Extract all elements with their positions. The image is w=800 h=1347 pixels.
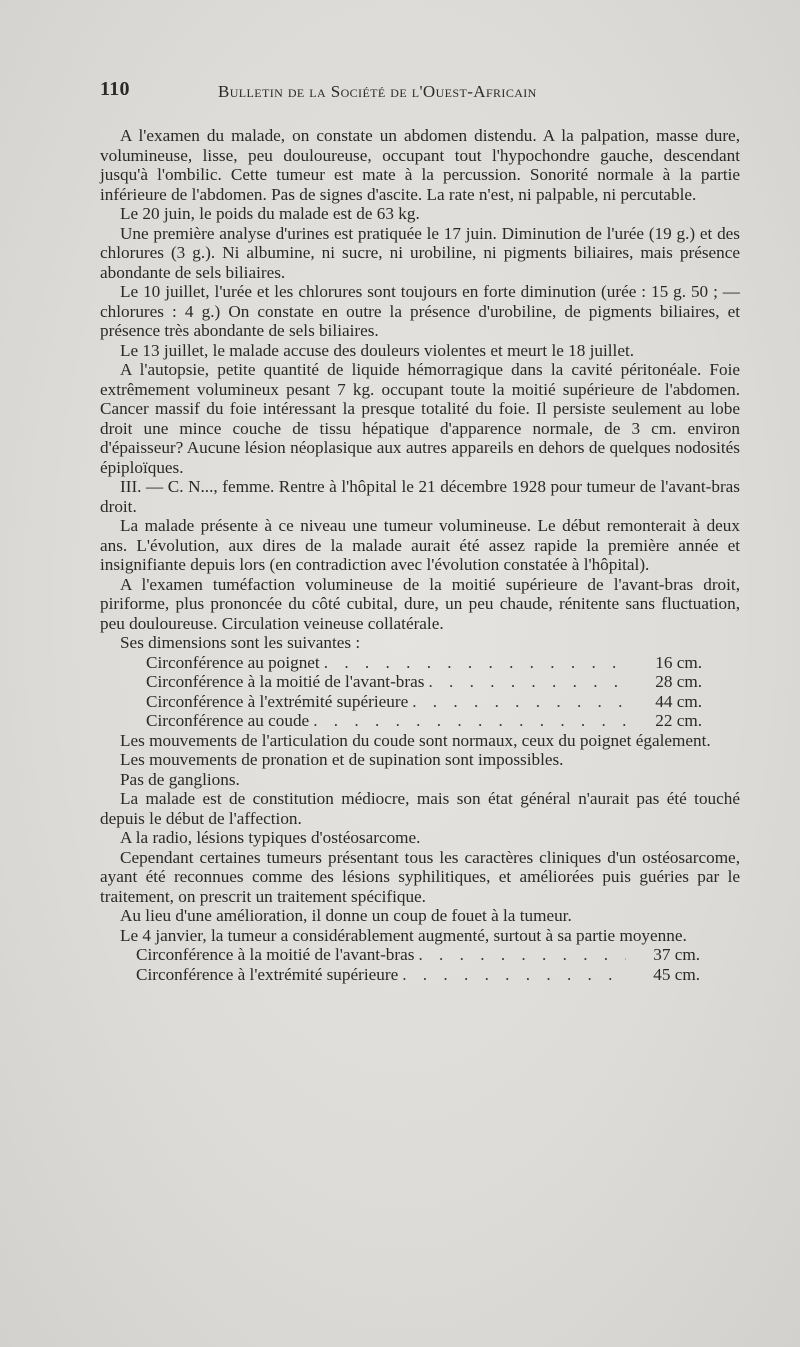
paragraph: Le 20 juin, le poids du malade est de 63 kg.: [120, 204, 420, 223]
paragraph: Pas de ganglions.: [120, 769, 240, 789]
measurement-row: [100, 672, 740, 692]
measurement-value: 28 cm.: [655, 672, 702, 691]
paragraph: A l'examen du malade, on constate un abdomen distendu. A la palpation, masse dure, volumineuse, lisse, peu douloureuse, occupant tout l'hypochondre gauche, descendant jusqu'à l'ombilic. Cette tumeur est mate à la percussion. Sonorité normale à la partie inférieure de l'abdomen. Pas de signes d'ascite. La rate n'est, ni palpable, ni percutable.: [100, 126, 740, 204]
paragraph: Les mouvements de l'articulation du coude sont normaux, ceux du poignet également.: [120, 730, 711, 750]
measurement-value: 44 cm.: [655, 691, 702, 711]
paragraph: Le 10 juillet, l'urée et les chlorures sont toujours en forte diminution (urée : 15 g. 50 ; — chlorures : 4 g.) On constate en outre la présence d'urobiline, de pigments biliaires, et présence très abondante de sels biliaires.: [100, 282, 740, 340]
leader-dots: [428, 672, 628, 692]
paragraph: A l'autopsie, petite quantité de liquide hémorragique dans la cavité péritonéale. Foie extrêmement volumineux pesant 7 kg. occupant toute la moitié supérieure de l'abdomen. Cancer massif du foie intéressant la presque totalité du foie. Il persiste seulement au lobe droit une mince couche de tissu hépatique d'apparence normale, de 3 cm. environ d'épaisseur? Aucune lésion néoplasique aux autres appareils en dehors de quelques nodosités épiploïques.: [100, 360, 740, 477]
paragraph: Le 4 janvier, la tumeur a considérablement augmenté, surtout à sa partie moyenne.: [120, 925, 687, 945]
measurement-label: Circonférence à la moitié de l'avant-bras: [136, 945, 415, 964]
paragraph: La malade est de constitution médiocre, mais son état général n'aurait pas été touché depuis le début de l'affection.: [100, 789, 740, 828]
running-head: Bulletin de la Société de l'Ouest-Africain: [218, 82, 537, 101]
paragraph: La malade présente à ce niveau une tumeur volumineuse. Le début remonterait à deux ans. L'évolution, aux dires de la malade aurait été assez rapide la première année et insignifiante depuis lors (en contradiction avec l'évolution constatée à l'hôpital).: [100, 516, 740, 574]
paragraph: Ses dimensions sont les suivantes :: [120, 633, 361, 652]
paragraph: A la radio, lésions typiques d'ostéosarcome.: [120, 828, 421, 847]
leader-dots: [313, 711, 628, 731]
measurement-row: [100, 711, 740, 731]
measurement-value: 45 cm.: [653, 964, 700, 984]
measurement-row: [100, 653, 740, 673]
leader-dots: [324, 653, 628, 673]
measurement-list: [100, 945, 740, 984]
measurement-label: Circonférence à l'extrémité supérieure: [136, 964, 399, 984]
page-number: 110: [100, 78, 130, 100]
measurement-label: Circonférence au poignet: [146, 652, 320, 672]
measurement-row: [100, 692, 740, 712]
paragraph: Le 13 juillet, le malade accuse des douleurs violentes et meurt le 18 juillet.: [120, 340, 635, 360]
leader-dots: [402, 965, 626, 985]
leader-dots: [412, 692, 628, 712]
body-text: [100, 126, 740, 984]
measurement-row: [100, 945, 740, 965]
paragraph: Une première analyse d'urines est pratiquée le 17 juin. Diminution de l'urée (19 g.) et des chlorures (3 g.). Ni albumine, ni sucre, ni urobiline, ni pigments biliaires, mais présence abondante de sels biliaires.: [100, 223, 740, 282]
measurement-value: 16 cm.: [655, 652, 702, 672]
paragraph: A l'examen tuméfaction volumineuse de la moitié supérieure de l'avant-bras droit, piriforme, plus prononcée du côté cubital, dure, un peu chaude, rénitente sans fluctuation, peu douloureuse. Circulation veineuse collatérale.: [100, 574, 740, 633]
measurement-list: [100, 653, 740, 731]
measurement-value: 22 cm.: [655, 711, 702, 730]
measurement-value: 37 cm.: [653, 945, 700, 964]
measurement-label: Circonférence à la moitié de l'avant-bras: [146, 672, 425, 691]
case-heading-paragraph: III. — C. N..., femme. Rentre à l'hôpital le 21 décembre 1928 pour tumeur de l'avant-bras droit.: [100, 477, 740, 516]
measurement-label: Circonférence au coude: [146, 711, 310, 730]
measurement-row: [100, 965, 740, 985]
paragraph: Au lieu d'une amélioration, il donne un coup de fouet à la tumeur.: [120, 906, 572, 925]
paragraph: Cependant certaines tumeurs présentant tous les caractères cliniques d'un ostéosarcome, ayant été reconnues comme des lésions syphilitiques, et améliorées puis guéries par le traitement, on prescrit un traitement spécifique.: [100, 847, 740, 906]
leader-dots: [418, 945, 626, 965]
measurement-label: Circonférence à l'extrémité supérieure: [146, 691, 409, 711]
paragraph: Les mouvements de pronation et de supination sont impossibles.: [120, 750, 564, 769]
